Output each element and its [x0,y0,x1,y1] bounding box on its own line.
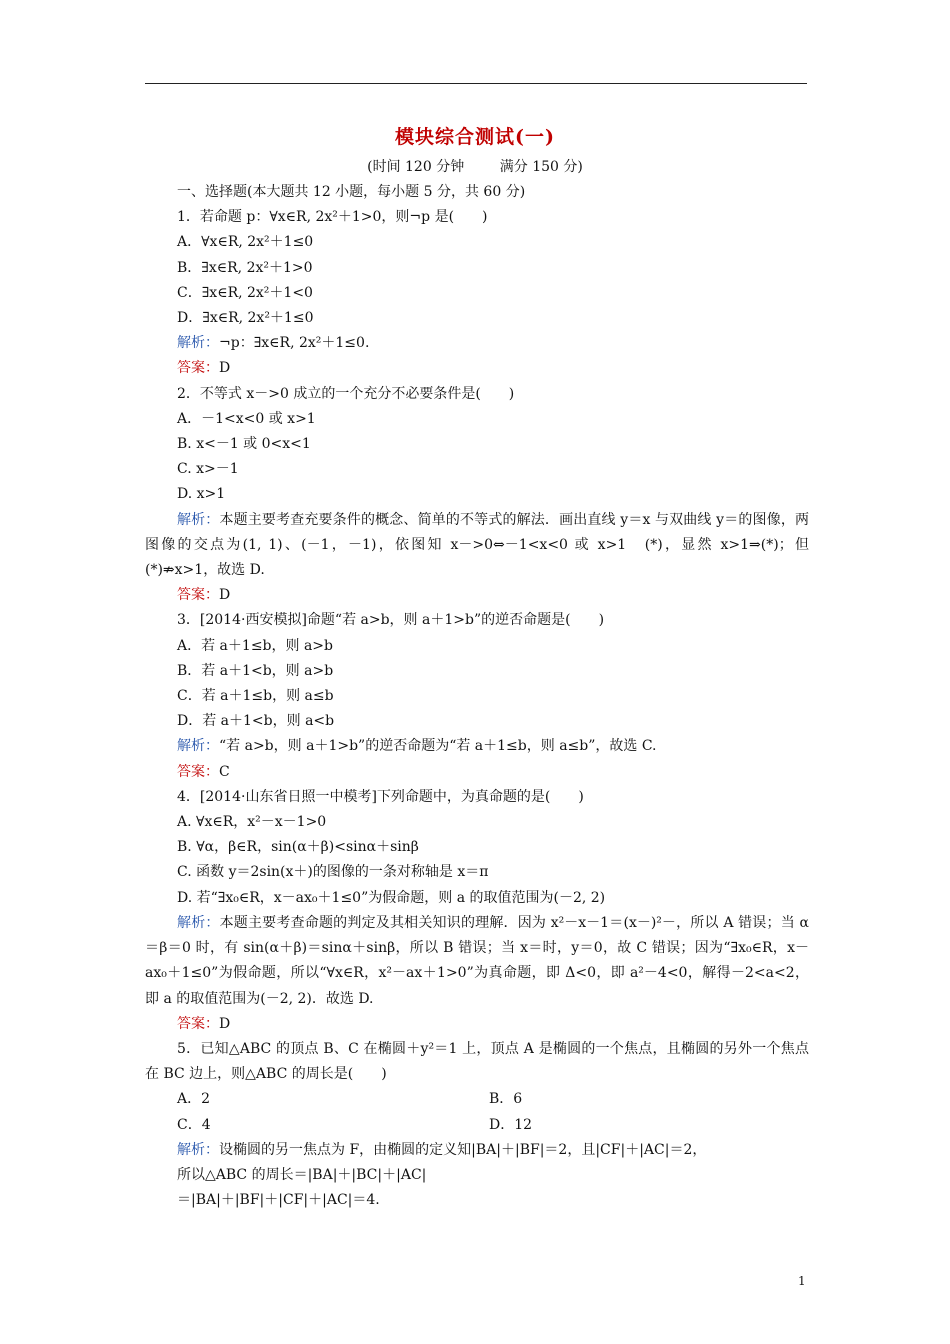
q4-option-a: A. ∀x∈R，x²－x－1>0 [177,814,327,831]
q5-analysis [145,1138,809,1163]
q1-analysis-text: ¬p：∃x∈R, 2x²＋1≤0. [219,335,370,352]
q1-analysis [145,331,809,356]
analysis-label: 解析： [177,511,220,528]
q3-answer [145,760,809,785]
q5-stem: 5．已知△ABC 的顶点 B、C 在椭圆＋y²＝1 上，顶点 A 是椭圆的一个焦点，且椭圆的另外一个焦点在 BC 边上，则△ABC 的周长是( ) [145,1040,809,1083]
q2-option-c: C. x>－1 [177,461,239,478]
q2-analysis [145,508,809,584]
section-heading: 一、选择题(本大题共 12 小题，每小题 5 分，共 60 分) [177,184,526,200]
answer-label: 答案： [177,360,219,377]
q1-option-b: B．∃x∈R, 2x²＋1>0 [177,259,313,276]
q2-answer-value: D [219,587,231,604]
q2-option-b: B. x<－1 或 0<x<1 [177,436,311,453]
q1-option-a: A．∀x∈R, 2x²＋1≤0 [177,234,314,251]
q3-stem: 3．[2014·西安模拟]命题“若 a>b，则 a＋1>b”的逆否命题是( ) [177,612,605,629]
q3-option-b: B．若 a＋1<b，则 a>b [177,662,334,679]
q3-option-c: C．若 a＋1≤b，则 a≤b [177,688,334,705]
q5-analysis-line-2: 所以△ABC 的周长＝|BA|＋|BC|＋|AC| [177,1166,427,1183]
document-body [145,180,809,1213]
q5-option-b: B．6 [489,1091,523,1108]
q1-answer-value: D [219,360,231,377]
q3-analysis-text: “若 a>b，则 a＋1>b”的逆否命题为“若 a＋1≤b，则 a≤b”，故选 C. [219,738,657,755]
page-title: 模块综合测试(一) [395,126,555,148]
q1-stem: 1．若命题 p：∀x∈R, 2x²＋1>0，则¬p 是( ) [177,209,488,226]
answer-label: 答案： [177,1015,219,1032]
q5-option-c: C．4 [177,1116,211,1133]
analysis-label: 解析： [177,1141,219,1158]
q3-answer-value: C [219,763,230,780]
q4-answer [145,1012,809,1037]
q1-option-c: C．∃x∈R, 2x²＋1<0 [177,284,313,301]
q1-answer [145,356,809,381]
q4-option-c: C. 函数 y＝2sin(x＋)的图像的一条对称轴是 x＝π [177,864,489,881]
q2-option-a: A．－1<x<0 或 x>1 [177,410,316,427]
q5-analysis-text: 设椭圆的另一焦点为 F，由椭圆的定义知|BA|＋|BF|＝2，且|CF|＋|AC|＝2， [219,1141,707,1158]
q2-option-d: D. x>1 [177,486,226,503]
q2-stem: 2．不等式 x－>0 成立的一个充分不必要条件是( ) [177,385,515,402]
q5-analysis-line-3: ＝|BA|＋|BF|＋|CF|＋|AC|＝4. [177,1192,380,1209]
q4-answer-value: D [219,1015,231,1032]
q5-option-a: A．2 [177,1091,211,1108]
q2-analysis-text: 本题主要考查充要条件的概念、简单的不等式的解法．画出直线 y＝x 与双曲线 y＝的图像，两图像的交点为(1, 1)、(－1，－1)，依图知 x－>0⇔－1<x<0 或 x>1 (*)，显然 x>1⇒(*)；但(*)⇏x>1，故选 D. [145,511,810,579]
analysis-label: 解析： [177,335,219,352]
q4-option-b: B. ∀α，β∈R，sin(α＋β)<sinα＋sinβ [177,839,419,856]
q1-option-d: D．∃x∈R, 2x²＋1≤0 [177,310,314,327]
q3-analysis [145,734,809,759]
q3-option-d: D．若 a＋1<b，则 a<b [177,713,335,730]
answer-label: 答案： [177,587,219,604]
q5-options-row-1 [145,1087,809,1112]
analysis-label: 解析： [177,738,219,755]
page-number: 1 [798,1274,806,1288]
exam-info: (时间 120 分钟 满分 150 分) [367,159,583,175]
q4-analysis-text: 本题主要考查命题的判定及其相关知识的理解．因为 x²－x－1＝(x－)²－，所以 A 错误；当 α＝β＝0 时，有 sin(α＋β)＝sinα＋sinβ，所以 B 错误；当 x＝时，y＝0，故 C 错误；因为“∃x₀∈R，x－ax₀＋1≤0”为假命题，所以“∀x∈R，x²－ax＋1>0”为真命题，即 Δ<0，即 a²－4<0，解得－2<a<2，即 a 的取值范围为(－2, 2)．故选 D. [145,914,809,1007]
header-rule [145,83,807,84]
answer-label: 答案： [177,763,219,780]
q4-stem: 4．[2014·山东省日照一中模考]下列命题中，为真命题的是( ) [177,788,584,805]
q5-option-d: D．12 [489,1116,533,1133]
q3-option-a: A．若 a＋1≤b，则 a>b [177,637,333,654]
analysis-label: 解析： [177,914,220,931]
q4-analysis [145,911,809,1012]
q4-option-d: D. 若“∃x₀∈R，x－ax₀＋1≤0”为假命题，则 a 的取值范围为(－2, 2) [177,889,606,906]
q2-answer [145,583,809,608]
q5-options-row-2 [145,1113,809,1138]
